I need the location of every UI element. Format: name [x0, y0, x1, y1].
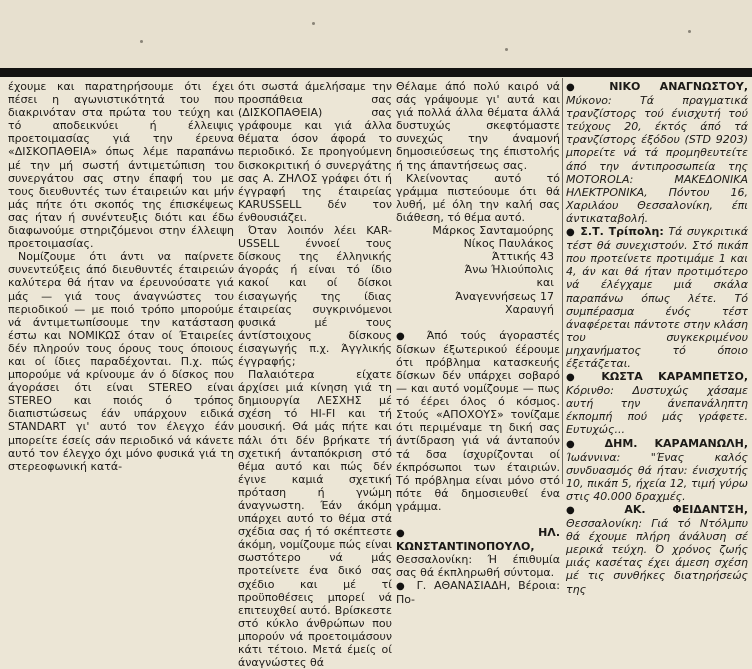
signature-line: Άνω Ήλιούπολις [464, 263, 554, 277]
reply-text: Κόρινθο: Δυστυχώς χάσαμε αυτή την άνεπανάληπτη έκπομπή πού μάς γράφετε. Ευτυχώς... [566, 384, 748, 437]
reply-text: Ίωάννινα: "Ένας καλός συνδυασμός θά ήταν: ένισχυτής 10, πικάπ 5, ήχεία 12, τιμή γύρω στις 40.000 δραχμές. [566, 450, 748, 503]
column-2 [238, 80, 392, 669]
bullet-icon: ● [566, 372, 587, 384]
reply-item [566, 225, 748, 370]
signature-line: Άττικής 43 [492, 250, 554, 264]
reply-text: Θεσσαλονίκη: Ή έπιθυμία σας θά έκπληρωθή σύντομα. [396, 553, 560, 580]
bullet-icon: ● [566, 227, 576, 239]
bullet-icon: ● [566, 505, 598, 516]
col2-paragraph-1: ότι σωστά άμελήσαμε την προσπάθεια σας (ΔΙΣΚΟΠΑΘΕΙΑ) σας γράφουμε και γιά άλλα θέματα όσον άφορά το περιοδικό. Σε προηγούμενη δισκοκριτική ό συνεργάτης σας Α. ΖΗΛΟΣ γράφει ότι ή έγγραφή της έταιρείας KARUSSELL δέν τον ένθουσιάζει. [238, 80, 392, 224]
reply-text: Τά συγκριτικά τέστ θά συνεχιστούν. Στό πικάπ που προτείνετε προτιμάμε 1 και 4, άν και θά ήταν προτιμότερο νά έλέγχαμε μιά σκάλα παραπάνω όπως λέτε. Τό συμπέρασμα ένός τέστ άναφέρεται πάντοτε στην κλάση του συγκεκριμένου μηχανήματος τό όποιο έξετάζεται. [566, 225, 748, 370]
column-divider [562, 78, 563, 484]
reply-item [396, 526, 560, 579]
col1-paragraph-2: Νομίζουμε ότι άντι να παίρνετε συνεντεύξεις άπό διευθυντές έταιρειών καλύτερα θά ήταν να έρευνούσατε γιά μάς — γιά τους άναγνώστες του περιοδικού — με ποιό τρόπο μπορούμε νά άντιμετωπίσουμε την κατάσταση έστω και ΝΟΜΙΚΩΣ όταν οί Έταιρείες δέν πληρούν τους όρους τους όποιους και οί ίδιες παραδέχονται. Π.χ. πώς μπορούμε νά κρίνουμε άν ό δίσκος που άγοράσει ότι είναι STEREO είναι STEREO και ποιός ό τρόπος διαπιστώσεως έάν υπάρχουν ειδικά STANDART γι' αυτό τον έλεγχο έάν μπορείτε έσείς σάν περιοδικό νά κάνετε αυτό τον έλεγχο όχι μόνο φυσικά γιά τη στερεοφωνική κατά- [8, 250, 234, 473]
header-rule [0, 68, 752, 77]
column-1 [8, 80, 234, 484]
bullet-icon: ● [396, 581, 409, 593]
print-speck [140, 40, 143, 43]
reply-recipient: ΑΚ. ΦΕΙΔΑΝΤΣΗ, [624, 503, 749, 516]
reply-recipient: ΚΩΣΤΑ ΚΑΡΑΜΠΕΤΣΟ, [601, 370, 749, 384]
col3-paragraph-2: Κλείνοντας αυτό τό γράμμα πιστεύουμε ότι θά λυθή, μέ όλη την καλή σας διάθεση, τό θέμα αυτό. [396, 171, 560, 224]
signature-line: Νίκος Παυλάκος [463, 237, 554, 251]
letter-signature [396, 224, 560, 316]
reply-text: Μύκονο: Τά πραγματικά τρανζίστορς τού ένισχυτή τού τεύχους 20, έκτός άπό τά τρανζίστορς έξόδου (STD 9203) μπορείτε νά τά προμηθευτείτε άπό την άντιπροσωπεία της MOTOROLA: ΜΑΚΕΔΟΝΙΚΑ ΗΛΕΚΤΡΟΝΙΚΑ, Πόντου 16, Χαριλάου Θεσσαλονίκη, έπι άντικαταβολή. [566, 94, 748, 225]
reply-text: Θεσσαλονίκη: Γιά τό Ντόλμπυ θά έχουμε πλήρη άνάλυση σέ μερικά τεύχη. Ό χρόνος ζωής μιάς κασέτας έχει άμεση σχέση μέ τις συνθήκες διατηρήσεώς της [566, 517, 748, 596]
reply-item [566, 370, 748, 436]
reply-recipient: ΗΛ. ΚΩΝΣΤΑΝΤΙΝΟΠΟΥΛΟ, [396, 526, 560, 554]
bullet-icon: ● [566, 82, 591, 93]
signature-line: Άναγεννήσεως 17 [455, 289, 554, 303]
signature-line: Μάρκος Σανταμούρης [432, 224, 554, 238]
reply-recipient: Σ.Τ. Τρίπολη: [580, 225, 664, 239]
column-3 [396, 80, 560, 607]
column-4 [566, 80, 749, 596]
reply-text: Άπό τούς άγοραστές δίσκων έξωτερικού έέρουμε ότι πρόβλημα κατασκευής δίσκων δέν υπάρχει σοβαρό — και αυτό νομίζουμε — πως τό έέρει όλος ό κόσμος. Στούς «ΑΠΟΧΟΥΣ» τονίζαμε ότι περιμέναμε τη δική σας άντίδραση γιά νά άνταπούν τά δσα ίσχυρίζονται οί έκπρόσωποι των έταιριών. Τό πρόβλημα είναι μόνο στό πότε θά δημοσιευθεί ένα γράμμα. [396, 328, 560, 513]
print-speck [312, 22, 315, 25]
reply-recipient: ΝΙΚΟ ΑΝΑΓΝΩΣΤΟΥ, [609, 80, 748, 93]
bullet-icon: ● [396, 528, 470, 539]
reply-item [396, 579, 560, 606]
reply-recipient: ΔΗΜ. ΚΑΡΑΜΑΝΩΛΗ, [604, 436, 748, 450]
print-speck [688, 30, 691, 33]
signature-line: Χαραυγή [505, 302, 554, 316]
top-margin [0, 0, 752, 68]
col1-paragraph-1: έχουμε και παρατηρήσουμε ότι έχει πέσει η αγωνιστικότητά του που διακρινόταν στα πρώτα του τεύχη και τό αποδεικνύει ή έλλειψις προετοιμασίας γιά την έρευνα «ΔΙΣΚΟΠΑΘΕΙΑ» όπως λέμε παραπάνω μέ την μή σωστή άντιμετώπιση του συνεργάτου σας στην έπαφή του με τους διευθυντές των έταιρειών και μήν μάς πήτε ότι σκοπός της έπισκέψεως σας ήταν ή συνέντευξις διότι και έδω διαφωνούμε στηριζόμενοι στην έλλειψη προετοιμασίας. [8, 80, 234, 251]
print-speck [505, 48, 508, 51]
signature-line: και [536, 276, 554, 290]
bullet-icon: ● [566, 438, 588, 450]
col2-paragraph-2: Όταν λοιπόν λέει KAR-USSELL έννοεί τους δίσκους της έλληνικής άγοράς ή είναι τό ίδιο κακοί και οί δίσκοι έισαγωγής της ίδιας έταιρείας συγκρινόμενοι φυσικά μέ τους άντίστοιχους δίσκους έισαγωγής π.χ. Άγγλικής έγγραφής; [238, 224, 392, 368]
reply-text: Γ. ΑΘΑΝΑΣΙΑΔΗ, Βέροια: Πο- [396, 579, 560, 607]
reply-item [566, 503, 748, 596]
reply-item [566, 437, 748, 503]
col2-paragraph-3: Παλαιότερα είχατε άρχίσει μιά κίνηση γιά τη δημιουργία ΛΕΣΧΗΣ μέ σχέση τό HI-FI και τή μουσική. Θά μάς πήτε και πάλι ότι δέν βρήκατε τή σχετική άνταπόκριση στό θέμα αυτό και πώς δέν έγινε καμιά σχετική πρόταση ή γνώμη άναγνωστη. Έάν άκόμη υπάρχει αυτό το θέμα στά σχέδια σας ή τό σκέπτεστε άκόμη, νομίζουμε πώς είναι σωστότερο νά μάς προτείνετε ένα δικό σας σχέδιο και μέ τί προϋποθέσεις μπορεί νά επιτευχθεί αυτό. Βρίσκεστε στό κύκλο άνθρώπων που μπορούν νά προετοιμάσουν κάτι τέτοιο. Μετά έμείς οί άναγνώστες θά [238, 368, 392, 669]
col3-paragraph-1: Θέλαμε άπό πολύ καιρό νά σάς γράψουμε γι' αυτά και γιά πολλά άλλα θέματα άλλά δυστυχώς σκεφτόμαστε συνεχώς την άναμονή δημοσιεύσεως της έπιστολής ή της άπαντήσεως σας. [396, 80, 560, 172]
reply-item [396, 329, 560, 513]
reply-item [566, 80, 748, 225]
bullet-icon: ● [396, 330, 414, 342]
